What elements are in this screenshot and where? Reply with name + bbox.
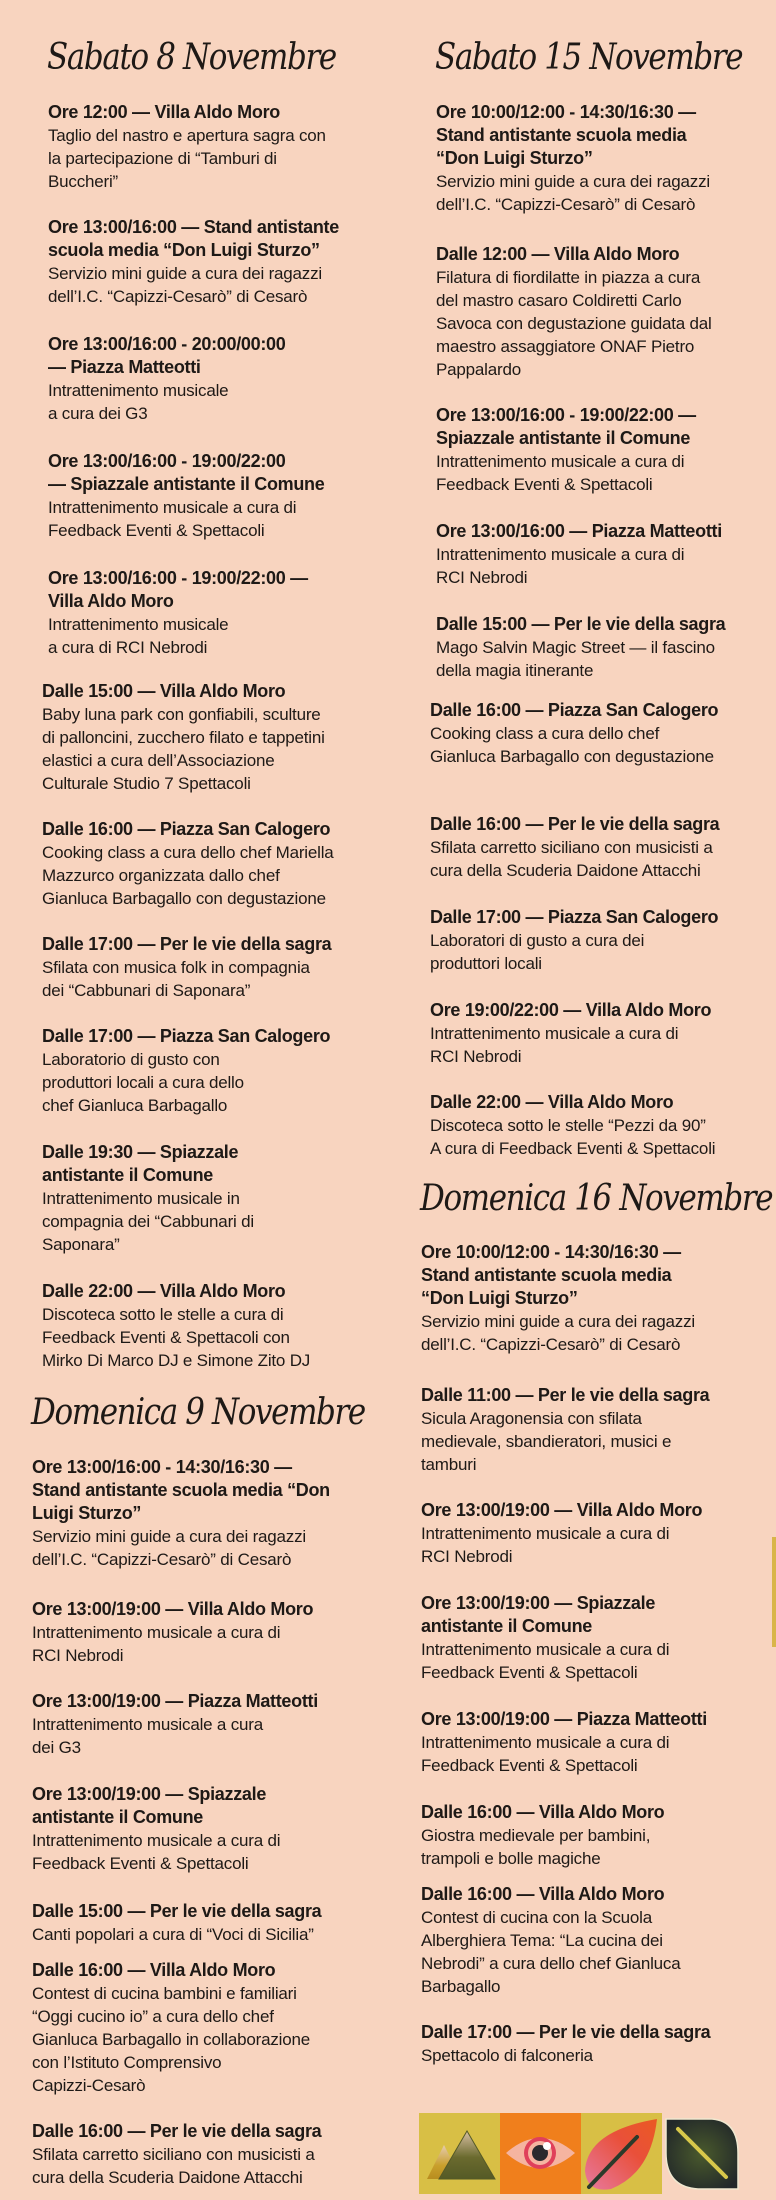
event-heading: Ore 13:00/16:00 - 20:00/00:00 — Piazza Matteotti <box>48 334 286 377</box>
event-description: Taglio del nastro e apertura sagra con la partecipazione di “Tamburi di Buccheri” <box>48 126 326 191</box>
event-heading: Dalle 22:00 — Villa Aldo Moro <box>430 1092 674 1112</box>
event-heading: Ore 13:00/16:00 — Piazza Matteotti <box>436 521 722 541</box>
leaf-icon <box>581 2113 662 2194</box>
event-item <box>430 813 776 882</box>
event-item <box>430 999 776 1068</box>
event-heading: Ore 13:00/16:00 — Stand antistante scuola media “Don Luigi Sturzo” <box>48 217 339 260</box>
event-heading: Dalle 16:00 — Villa Aldo Moro <box>421 1884 665 1904</box>
dark-leaf-icon <box>662 2113 743 2194</box>
event-heading: Ore 13:00/19:00 — Piazza Matteotti <box>32 1691 318 1711</box>
event-description: Discoteca sotto le stelle a cura di Feedback Eventi & Spettacoli con Mirko Di Marco DJ e Simone Zito DJ <box>42 1305 311 1370</box>
event-item <box>421 1883 771 1998</box>
event-heading: Ore 13:00/16:00 - 19:00/22:00 — Villa Aldo Moro <box>48 568 308 611</box>
event-item <box>421 1384 771 1476</box>
event-description: Servizio mini guide a cura dei ragazzi dell’I.C. “Capizzi-Cesarò” di Cesarò <box>421 1312 695 1354</box>
event-heading: Dalle 15:00 — Villa Aldo Moro <box>42 681 286 701</box>
event-item <box>32 1900 382 1946</box>
event-description: Intrattenimento musicale a cura di RCI Nebrodi <box>436 545 685 587</box>
event-heading: Ore 13:00/19:00 — Piazza Matteotti <box>421 1709 707 1729</box>
event-description: Sfilata carretto siciliano con musicisti a cura della Scuderia Daidone Attacchi <box>32 2145 315 2187</box>
event-heading: Ore 19:00/22:00 — Villa Aldo Moro <box>430 1000 712 1020</box>
event-item <box>42 933 392 1002</box>
event-description: Baby luna park con gonfiabili, sculture di palloncini, zucchero filato e tappetini elastici a cura dell’Associazione Culturale Studio 7 Spettacoli <box>42 705 325 793</box>
event-item <box>32 1959 382 2097</box>
event-heading: Dalle 17:00 — Piazza San Calogero <box>430 907 719 927</box>
event-description: Intrattenimento musicale a cura di RCI Nebrodi <box>421 1524 670 1566</box>
event-item <box>421 1708 771 1777</box>
event-item <box>430 699 776 768</box>
event-item <box>42 680 392 795</box>
event-description: Intrattenimento musicale in compagnia dei “Cabbunari di Saponara” <box>42 1189 254 1254</box>
event-description: Intrattenimento musicale a cura dei G3 <box>48 381 229 423</box>
event-description: Servizio mini guide a cura dei ragazzi dell’I.C. “Capizzi-Cesarò” di Cesarò <box>436 172 710 214</box>
event-item <box>436 243 776 381</box>
event-description: Spettacolo di falconeria <box>421 2046 593 2065</box>
event-item <box>421 1241 771 1356</box>
event-description: Intrattenimento musicale a cura di Feedback Eventi & Spettacoli <box>436 452 685 494</box>
event-heading: Dalle 15:00 — Per le vie della sagra <box>436 614 726 634</box>
event-description: Contest di cucina con la Scuola Alberghiera Tema: “La cucina dei Nebrodi” a cura dello chef Gianluca Barbagallo <box>421 1908 681 1996</box>
event-heading: Ore 12:00 — Villa Aldo Moro <box>48 102 280 122</box>
logo-strip <box>419 2113 743 2195</box>
event-item <box>42 818 392 910</box>
day-title-domenica-9: Domenica 9 Novembre <box>31 1392 365 1433</box>
event-item <box>32 1690 382 1759</box>
event-description: Sfilata con musica folk in compagnia dei “Cabbunari di Saponara” <box>42 958 310 1000</box>
event-description: Laboratori di gusto a cura dei produttori locali <box>430 931 645 973</box>
event-description: Intrattenimento musicale a cura di RCI Nebrodi <box>430 1024 679 1066</box>
event-description: Intrattenimento musicale a cura di Feedback Eventi & Spettacoli <box>421 1640 670 1682</box>
event-heading: Ore 10:00/12:00 - 14:30/16:30 — Stand antistante scuola media “Don Luigi Sturzo” <box>421 1242 681 1308</box>
event-item <box>48 101 398 193</box>
event-description: Cooking class a cura dello chef Gianluca Barbagallo con degustazione <box>430 724 714 766</box>
event-heading: Dalle 19:30 — Spiazzale antistante il Comune <box>42 1142 239 1185</box>
event-heading: Ore 13:00/19:00 — Spiazzale antistante il Comune <box>32 1784 267 1827</box>
event-item <box>436 404 776 496</box>
event-description: Cooking class a cura dello chef Mariella Mazzurco organizzata dallo chef Gianluca Barbagallo con degustazione <box>42 843 334 908</box>
event-heading: Dalle 17:00 — Per le vie della sagra <box>42 934 332 954</box>
event-description: Intrattenimento musicale a cura di RCI Nebrodi <box>48 615 229 657</box>
event-heading: Dalle 16:00 — Villa Aldo Moro <box>32 1960 276 1980</box>
event-item <box>436 613 776 682</box>
day-title-sabato-15: Sabato 15 Novembre <box>435 37 743 78</box>
event-heading: Dalle 22:00 — Villa Aldo Moro <box>42 1281 286 1301</box>
event-heading: Dalle 17:00 — Piazza San Calogero <box>42 1026 331 1046</box>
event-description: Mago Salvin Magic Street — il fascino della magia itinerante <box>436 638 715 680</box>
event-item <box>42 1280 392 1372</box>
event-description: Sfilata carretto siciliano con musicisti a cura della Scuderia Daidone Attacchi <box>430 838 713 880</box>
event-heading: Dalle 15:00 — Per le vie della sagra <box>32 1901 322 1921</box>
event-item <box>48 567 398 659</box>
event-heading: Ore 13:00/16:00 - 14:30/16:30 — Stand antistante scuola media “Don Luigi Sturzo” <box>32 1457 330 1523</box>
event-item <box>32 1456 392 1571</box>
event-description: Contest di cucina bambini e familiari “Oggi cucino io” a cura dello chef Gianluca Barbagallo in collaborazione con l’Istituto Comprensivo Capizzi-Cesarò <box>32 1984 311 2095</box>
event-description: Intrattenimento musicale a cura dei G3 <box>32 1715 263 1757</box>
event-item <box>42 1141 392 1256</box>
event-heading: Dalle 11:00 — Per le vie della sagra <box>421 1385 710 1405</box>
event-heading: Ore 13:00/16:00 - 19:00/22:00 — Spiazzale antistante il Comune <box>436 405 696 448</box>
event-description: Servizio mini guide a cura dei ragazzi dell’I.C. “Capizzi-Cesarò” di Cesarò <box>32 1527 306 1569</box>
event-description: Canti popolari a cura di “Voci di Sicilia” <box>32 1925 314 1944</box>
event-heading: Dalle 16:00 — Per le vie della sagra <box>32 2121 322 2141</box>
accent-bar <box>772 1537 776 1647</box>
event-heading: Ore 13:00/19:00 — Spiazzale antistante il Comune <box>421 1593 656 1636</box>
eye-icon <box>500 2113 581 2194</box>
event-heading: Ore 10:00/12:00 - 14:30/16:30 — Stand antistante scuola media “Don Luigi Sturzo” <box>436 102 696 168</box>
event-description: Intrattenimento musicale a cura di RCI Nebrodi <box>32 1623 281 1665</box>
event-item <box>421 1592 771 1684</box>
event-description: Laboratorio di gusto con produttori locali a cura dello chef Gianluca Barbagallo <box>42 1050 244 1115</box>
event-description: Intrattenimento musicale a cura di Feedback Eventi & Spettacoli <box>48 498 297 540</box>
event-description: Filatura di fiordilatte in piazza a cura del mastro casaro Coldiretti Carlo Savoca con degustazione guidata dal maestro assaggiatore ONAF Pietro Pappalardo <box>436 268 712 379</box>
event-item <box>421 1499 771 1568</box>
event-description: Giostra medievale per bambini, trampoli e bolle magiche <box>421 1826 651 1868</box>
event-item <box>430 906 776 975</box>
day-title-domenica-16: Domenica 16 Novembre <box>420 1178 773 1219</box>
event-heading: Ore 13:00/19:00 — Villa Aldo Moro <box>32 1599 314 1619</box>
event-item <box>436 101 776 216</box>
event-item <box>42 1025 392 1117</box>
event-description: Discoteca sotto le stelle “Pezzi da 90” A cura di Feedback Eventi & Spettacoli <box>430 1116 716 1158</box>
day-title-sabato-8: Sabato 8 Novembre <box>47 37 336 78</box>
event-heading: Dalle 16:00 — Per le vie della sagra <box>430 814 720 834</box>
event-heading: Dalle 16:00 — Piazza San Calogero <box>42 819 331 839</box>
event-item <box>421 2021 771 2067</box>
event-item <box>48 450 398 542</box>
event-heading: Dalle 16:00 — Piazza San Calogero <box>430 700 719 720</box>
event-description: Intrattenimento musicale a cura di Feedback Eventi & Spettacoli <box>32 1831 281 1873</box>
mountain-icon <box>419 2113 500 2194</box>
event-description: Intrattenimento musicale a cura di Feedback Eventi & Spettacoli <box>421 1733 670 1775</box>
event-description: Sicula Aragonensia con sfilata medievale, sbandieratori, musici e tamburi <box>421 1409 672 1474</box>
event-heading: Ore 13:00/19:00 — Villa Aldo Moro <box>421 1500 703 1520</box>
event-heading: Ore 13:00/16:00 - 19:00/22:00 — Spiazzale antistante il Comune <box>48 451 325 494</box>
event-item <box>421 1801 771 1870</box>
event-heading: Dalle 17:00 — Per le vie della sagra <box>421 2022 711 2042</box>
event-heading: Dalle 12:00 — Villa Aldo Moro <box>436 244 680 264</box>
event-item <box>430 1091 776 1160</box>
event-item <box>48 333 398 425</box>
event-item <box>32 1598 382 1667</box>
event-item <box>32 2120 392 2189</box>
event-item <box>48 216 398 308</box>
event-description: Servizio mini guide a cura dei ragazzi dell’I.C. “Capizzi-Cesarò” di Cesarò <box>48 264 322 306</box>
event-item <box>436 520 776 589</box>
event-heading: Dalle 16:00 — Villa Aldo Moro <box>421 1802 665 1822</box>
event-item <box>32 1783 382 1875</box>
